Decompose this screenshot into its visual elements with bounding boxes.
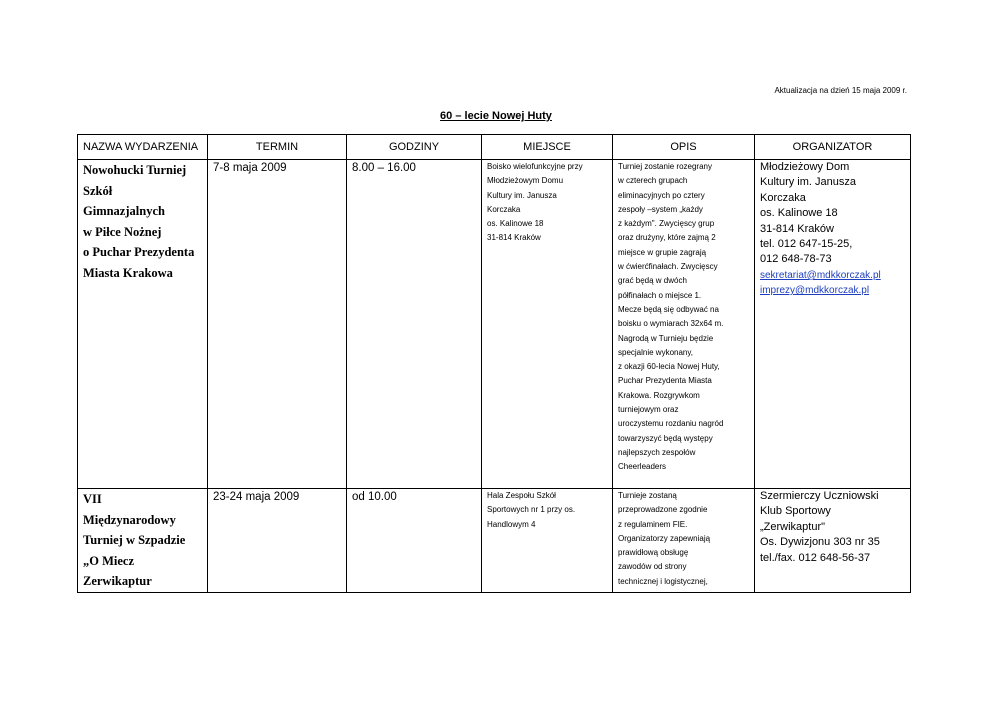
table-row <box>78 160 911 489</box>
place-line: Sportowych nr 1 przy os. <box>487 505 576 515</box>
description-line: z okazji 60-lecia Nowej Huty, <box>618 362 720 372</box>
description-line: w ćwierćfinałach. Zwycięscy <box>618 262 718 272</box>
event-name-line: Miasta Krakowa <box>83 265 173 280</box>
organizer-line: Młodzieżowy Dom <box>760 161 850 173</box>
event-name-line: VII <box>83 492 102 506</box>
organizer-line: Szermierczy Uczniowski <box>760 490 879 502</box>
event-name-cell <box>78 160 208 489</box>
document-title: 60 – lecie Nowej Huty <box>440 110 552 122</box>
header-description: OPIS <box>613 135 755 160</box>
description-line: grać będą w dwóch <box>618 276 687 286</box>
description-line: Nagrodą w Turnieju będzie <box>618 333 714 343</box>
event-hours-cell <box>347 160 482 489</box>
description-line: zawodów od strony <box>618 562 687 572</box>
description-line: uroczystemu rozdaniu nagród <box>618 419 724 429</box>
description-line: specjalnie wykonany, <box>618 347 694 357</box>
event-hours: 8.00 – 16.00 <box>352 162 416 174</box>
organizer-line: tel. 012 647-15-25, <box>760 238 853 251</box>
description-line: półfinałach o miejsce 1. <box>618 290 702 300</box>
description-line: turniejowym oraz <box>618 405 679 415</box>
description-line: miejsce w grupie zagrają <box>618 247 707 257</box>
event-date: 7-8 maja 2009 <box>213 162 287 174</box>
description-line: towarzyszyć będą występy <box>618 433 713 443</box>
event-hours-cell <box>347 489 482 593</box>
event-description-cell <box>613 160 755 489</box>
event-name-line: Turniej w Szpadzie <box>83 533 186 547</box>
event-description-cell <box>613 489 755 593</box>
description-line: w czterech grupach <box>618 176 688 186</box>
place-line: Handlowym 4 <box>487 519 536 529</box>
event-organizer-cell <box>755 160 911 489</box>
event-name-line: Międzynarodowy <box>83 512 176 527</box>
email-link-events[interactable]: imprezy@mdkkorczak.pl <box>760 285 870 297</box>
place-line: Kultury im. Janusza <box>487 190 557 200</box>
description-line: z regulaminem FIE. <box>618 519 688 529</box>
event-place-cell <box>482 160 613 489</box>
header-name: NAZWA WYDARZENIA <box>78 135 208 160</box>
event-date-cell <box>208 489 347 593</box>
organizer-line: Kultury im. Janusza <box>760 176 856 189</box>
header-date: TERMIN <box>208 135 347 160</box>
description-line: Puchar Prezydenta Miasta <box>618 376 712 386</box>
event-organizer-cell <box>755 489 911 593</box>
event-name-line: Szkół <box>83 183 113 198</box>
header-place: MIEJSCE <box>482 135 613 160</box>
organizer-line: os. Kalinowe 18 <box>760 207 838 220</box>
description-line: Turnieje zostaną <box>618 491 677 500</box>
place-line: Młodzieżowym Domu <box>487 176 564 186</box>
description-line: technicznej i logistycznej, <box>618 576 708 586</box>
email-link-secretariat[interactable]: sekretariat@mdkkorczak.pl <box>760 269 881 281</box>
description-line: najlepszych zespołów <box>618 447 696 457</box>
place-line: Korczaka <box>487 204 521 214</box>
event-hours: od 10.00 <box>352 491 397 503</box>
place-line: os. Kalinowe 18 <box>487 219 544 229</box>
organizer-line: 31-814 Kraków <box>760 222 834 235</box>
description-line: boisku o wymiarach 32x64 m. <box>618 319 724 329</box>
event-date-cell <box>208 160 347 489</box>
description-line: Turniej zostanie rozegrany <box>618 162 712 171</box>
event-name-line: Nowohucki Turniej <box>83 163 187 177</box>
event-place-cell <box>482 489 613 593</box>
header-hours: GODZINY <box>347 135 482 160</box>
place-line: Hala Zespołu Szkół <box>487 491 556 500</box>
event-name-cell <box>78 489 208 593</box>
description-line: przeprowadzone zgodnie <box>618 505 708 515</box>
table-row <box>78 489 911 593</box>
description-line: z każdym". Zwycięscy grup <box>618 219 715 229</box>
organizer-line: 012 648-78-73 <box>760 253 832 266</box>
event-name-line: „O Miecz <box>83 553 135 568</box>
description-line: Organizatorzy zapewniają <box>618 533 711 543</box>
organizer-line: Korczaka <box>760 191 806 204</box>
organizer-line: Klub Sportowy <box>760 505 831 518</box>
event-name-line: Zerwikaptur <box>83 574 152 588</box>
event-name-line: w Piłce Nożnej <box>83 224 162 239</box>
organizer-line: „Zerwikaptur" <box>760 520 826 533</box>
organizer-line: tel./fax. 012 648-56-37 <box>760 551 871 564</box>
event-date: 23-24 maja 2009 <box>213 491 300 503</box>
event-name-line: Gimnazjalnych <box>83 204 165 218</box>
place-line: 31-814 Kraków <box>487 233 541 243</box>
description-line: eliminacyjnych po cztery <box>618 190 705 200</box>
events-table <box>77 134 911 593</box>
description-line: zespoły –system „każdy <box>618 204 703 214</box>
organizer-line: Os. Dywizjonu 303 nr 35 <box>760 536 880 549</box>
place-line: Boisko wielofunkcyjne przy <box>487 162 583 171</box>
description-line: Cheerleaders <box>618 462 667 472</box>
header-organizer: ORGANIZATOR <box>755 135 911 160</box>
description-line: prawidłową obsługę <box>618 548 689 558</box>
update-note: Aktualizacja na dzień 15 maja 2009 r. <box>774 86 907 95</box>
description-line: Krakowa. Rozgrywkom <box>618 390 700 400</box>
event-name-line: o Puchar Prezydenta <box>83 245 195 259</box>
description-line: Mecze będą się odbywać na <box>618 304 719 314</box>
description-line: oraz drużyny, które zajmą 2 <box>618 233 716 243</box>
table-header-row <box>78 135 911 160</box>
